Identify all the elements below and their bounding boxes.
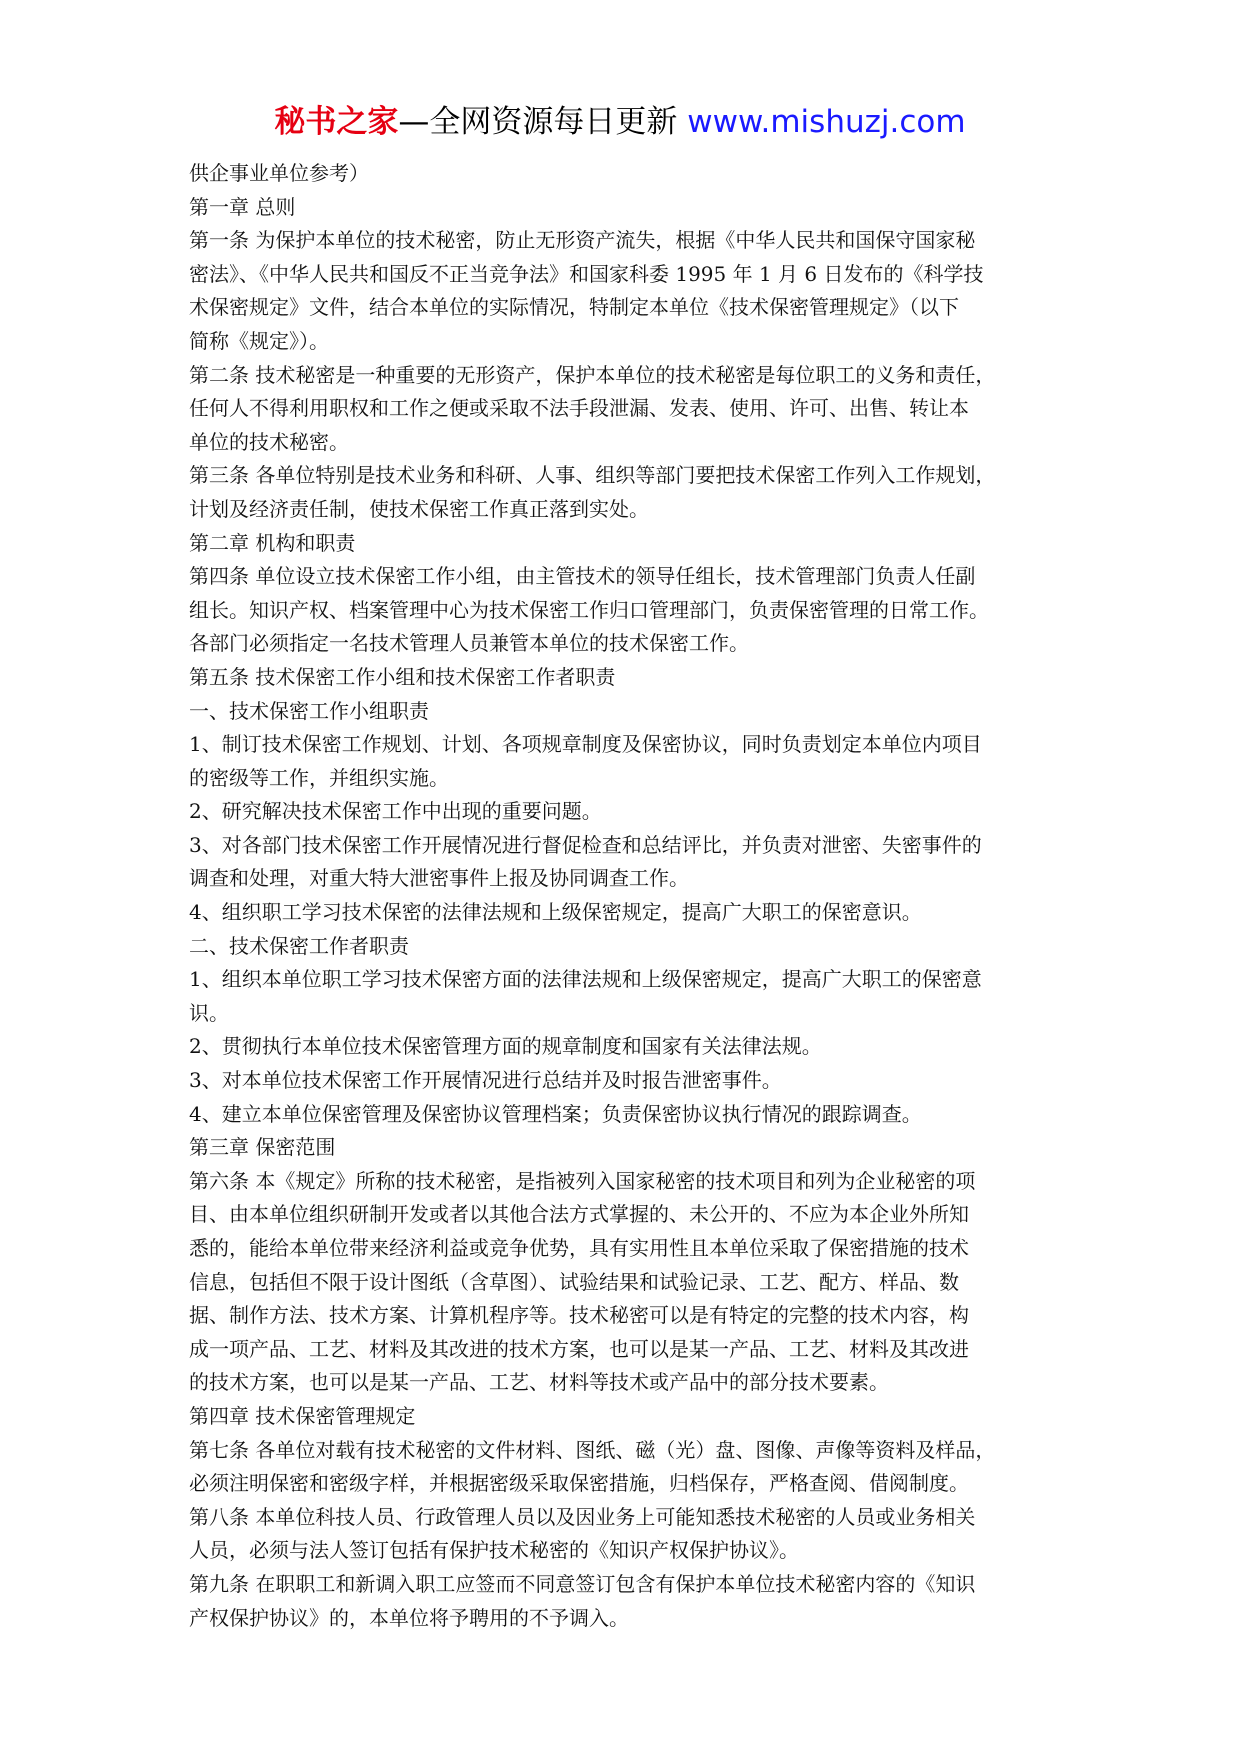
section-heading: 一、技术保密工作小组职责	[189, 698, 429, 723]
text-line: 2、贯彻执行本单位技术保密管理方面的规章制度和国家有关法律法规。	[189, 1034, 822, 1059]
text-line: 人员，必须与法人签订包括有保护技术秘密的《知识产权保护协议》。	[189, 1538, 799, 1563]
text-line: 第九条 在职职工和新调入职工应签而不同意签订包含有保护本单位技术秘密内容的《知识	[189, 1571, 976, 1596]
text-line: 第三条 各单位特别是技术业务和科研、人事、组织等部门要把技术保密工作列入工作规划，	[189, 463, 996, 488]
text-line: 第六条 本《规定》所称的技术秘密，是指被列入国家秘密的技术项目和列为企业秘密的项	[189, 1168, 976, 1193]
section-heading: 二、技术保密工作者职责	[189, 933, 409, 958]
page-header	[0, 100, 1240, 144]
text-line: 识。	[189, 1000, 229, 1025]
website-url: www.mishuzj.com	[687, 104, 966, 140]
brand-name: 秘书之家	[274, 104, 399, 140]
text-line: 1、组织本单位职工学习技术保密方面的法律法规和上级保密规定，提高广大职工的保密意	[189, 967, 982, 992]
text-line: 简称《规定》）。	[189, 328, 329, 353]
text-line: 术保密规定》文件，结合本单位的实际情况，特制定本单位《技术保密管理规定》（以下	[189, 295, 959, 320]
text-line: 计划及经济责任制，使技术保密工作真正落到实处。	[189, 496, 649, 521]
text-line: 4、组织职工学习技术保密的法律法规和上级保密规定，提高广大职工的保密意识。	[189, 900, 922, 925]
text-line: 3、对各部门技术保密工作开展情况进行督促检查和总结评比，并负责对泄密、失密事件的	[189, 832, 982, 857]
text-line: 密法》、《中华人民共和国反不正当竞争法》和国家科委 1995 年 1 月 6 日发布的《科学技	[189, 261, 984, 286]
text-line: 调查和处理，对重大特大泄密事件上报及协同调查工作。	[189, 866, 689, 891]
text-line: 3、对本单位技术保密工作开展情况进行总结并及时报告泄密事件。	[189, 1068, 782, 1093]
text-line: 第一条 为保护本单位的技术秘密，防止无形资产流失，根据《中华人民共和国保守国家秘	[189, 228, 976, 253]
header-tagline: —全网资源每日更新	[398, 104, 678, 140]
text-line: 供企事业单位参考）	[189, 161, 369, 185]
text-line: 4、建立本单位保密管理及保密协议管理档案；负责保密协议执行情况的跟踪调查。	[189, 1101, 922, 1126]
text-line: 产权保护协议》的，本单位将予聘用的不予调入。	[189, 1605, 629, 1630]
text-line: 信息，包括但不限于设计图纸（含草图）、试验结果和试验记录、工艺、配方、样品、数	[189, 1269, 959, 1294]
text-line: 据、制作方法、技术方案、计算机程序等。技术秘密可以是有特定的完整的技术内容，构	[189, 1303, 969, 1328]
text-line: 必须注明保密和密级字样，并根据密级采取保密措施，归档保存，严格查阅、借阅制度。	[189, 1471, 969, 1496]
text-line: 任何人不得利用职权和工作之便或采取不法手段泄漏、发表、使用、许可、出售、转让本	[189, 396, 969, 421]
chapter-heading: 第二章 机构和职责	[189, 530, 356, 555]
text-line: 第四条 单位设立技术保密工作小组，由主管技术的领导任组长，技术管理部门负责人任副	[189, 564, 976, 589]
text-line: 目、由本单位组织研制开发或者以其他合法方式掌握的、未公开的、不应为本企业外所知	[189, 1202, 969, 1227]
text-line: 1、制订技术保密工作规划、计划、各项规章制度及保密协议，同时负责划定本单位内项目	[189, 732, 982, 757]
text-line: 第八条 本单位科技人员、行政管理人员以及因业务上可能知悉技术秘密的人员或业务相关	[189, 1504, 976, 1529]
chapter-heading: 第一章 总则	[189, 194, 296, 219]
text-line: 各部门必须指定一名技术管理人员兼管本单位的技术保密工作。	[189, 631, 749, 656]
chapter-heading: 第四章 技术保密管理规定	[189, 1403, 416, 1428]
text-line: 悉的，能给本单位带来经济利益或竞争优势，具有实用性且本单位采取了保密措施的技术	[189, 1236, 969, 1260]
text-line: 单位的技术秘密。	[189, 429, 349, 454]
text-line: 组长。知识产权、档案管理中心为技术保密工作归口管理部门，负责保密管理的日常工作。	[189, 597, 989, 622]
chapter-heading: 第三章 保密范围	[189, 1135, 336, 1160]
text-line: 第五条 技术保密工作小组和技术保密工作者职责	[189, 664, 616, 689]
text-line: 第二条 技术秘密是一种重要的无形资产，保护本单位的技术秘密是每位职工的义务和责任，	[189, 362, 996, 387]
text-line: 2、研究解决技术保密工作中出现的重要问题。	[189, 799, 602, 824]
text-line: 的技术方案，也可以是某一产品、工艺、材料等技术或产品中的部分技术要素。	[189, 1370, 889, 1395]
text-line: 的密级等工作，并组织实施。	[189, 765, 449, 790]
text-line: 第七条 各单位对载有技术秘密的文件材料、图纸、磁（光）盘、图像、声像等资料及样品，	[189, 1437, 996, 1462]
document-body	[189, 157, 1069, 1635]
text-line: 成一项产品、工艺、材料及其改进的技术方案，也可以是某一产品、工艺、材料及其改进	[189, 1336, 969, 1361]
